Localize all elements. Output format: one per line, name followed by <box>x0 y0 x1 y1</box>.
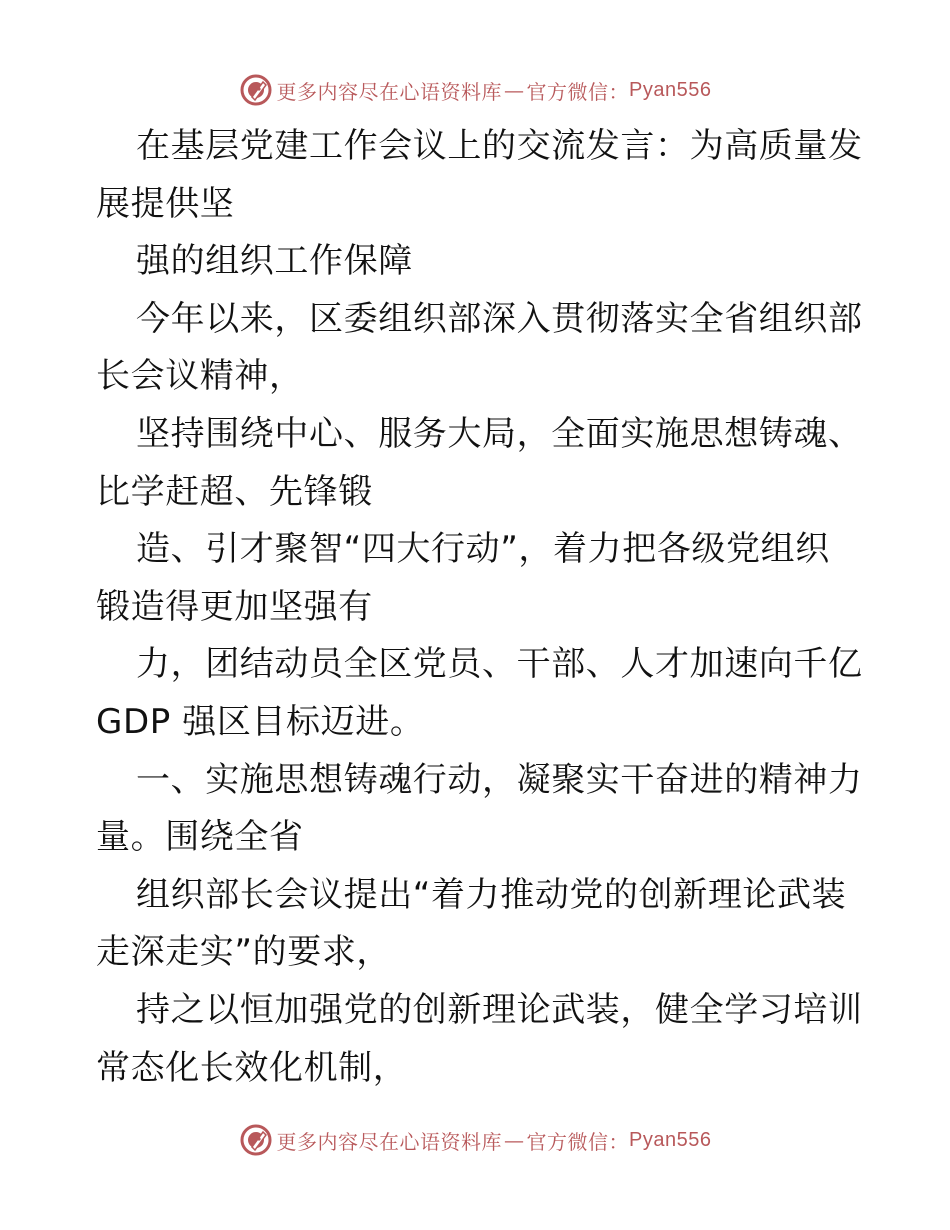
doc-line: 组织部长会议提出“着力推动党的创新理论武装 <box>136 874 847 915</box>
doc-line: 量。围绕全省 <box>96 817 304 858</box>
pen-nib-seal-icon <box>239 1123 273 1157</box>
doc-line: 比学赶超、先锋锻 <box>96 471 373 512</box>
document-body <box>96 118 863 1097</box>
doc-line: 力，团结动员全区党员、干部、人才加速向千亿 <box>136 644 863 685</box>
watermark-contact-id: Pyan556 <box>629 78 712 101</box>
watermark-contact-label: 官方微信： <box>526 1129 630 1154</box>
watermark-text: 更多内容尽在心语资料库 <box>276 1129 503 1154</box>
watermark-contact-label: 官方微信： <box>526 79 630 104</box>
watermark-separator: — <box>504 1128 525 1152</box>
doc-line: 常态化长效化机制， <box>96 1047 408 1088</box>
watermark-contact-id: Pyan556 <box>629 1128 712 1151</box>
doc-line: 锻造得更加坚强有 <box>96 586 373 627</box>
watermark-separator: — <box>504 78 525 102</box>
pen-nib-seal-icon <box>239 73 273 107</box>
doc-line: 展提供坚 <box>96 183 235 224</box>
doc-line: 持之以恒加强党的创新理论武装，健全学习培训 <box>136 989 863 1030</box>
doc-line: 坚持围绕中心、服务大局，全面实施思想铸魂、 <box>136 413 863 454</box>
doc-line: 长会议精神， <box>96 356 304 397</box>
doc-line: 走深走实”的要求， <box>96 932 392 973</box>
doc-line: 一、实施思想铸魂行动，凝聚实干奋进的精神力 <box>136 759 863 800</box>
doc-line: GDP 强区目标迈进。 <box>96 701 425 742</box>
doc-line: 今年以来，区委组织部深入贯彻落实全省组织部 <box>136 298 863 339</box>
watermark-text: 更多内容尽在心语资料库 <box>276 79 503 104</box>
doc-line: 造、引才聚智“四大行动”，着力把各级党组织 <box>136 529 830 570</box>
doc-line: 在基层党建工作会议上的交流发言：为高质量发 <box>136 126 863 166</box>
header-watermark <box>0 70 950 110</box>
doc-line: 强的组织工作保障 <box>136 241 413 282</box>
footer-watermark <box>0 1120 950 1160</box>
